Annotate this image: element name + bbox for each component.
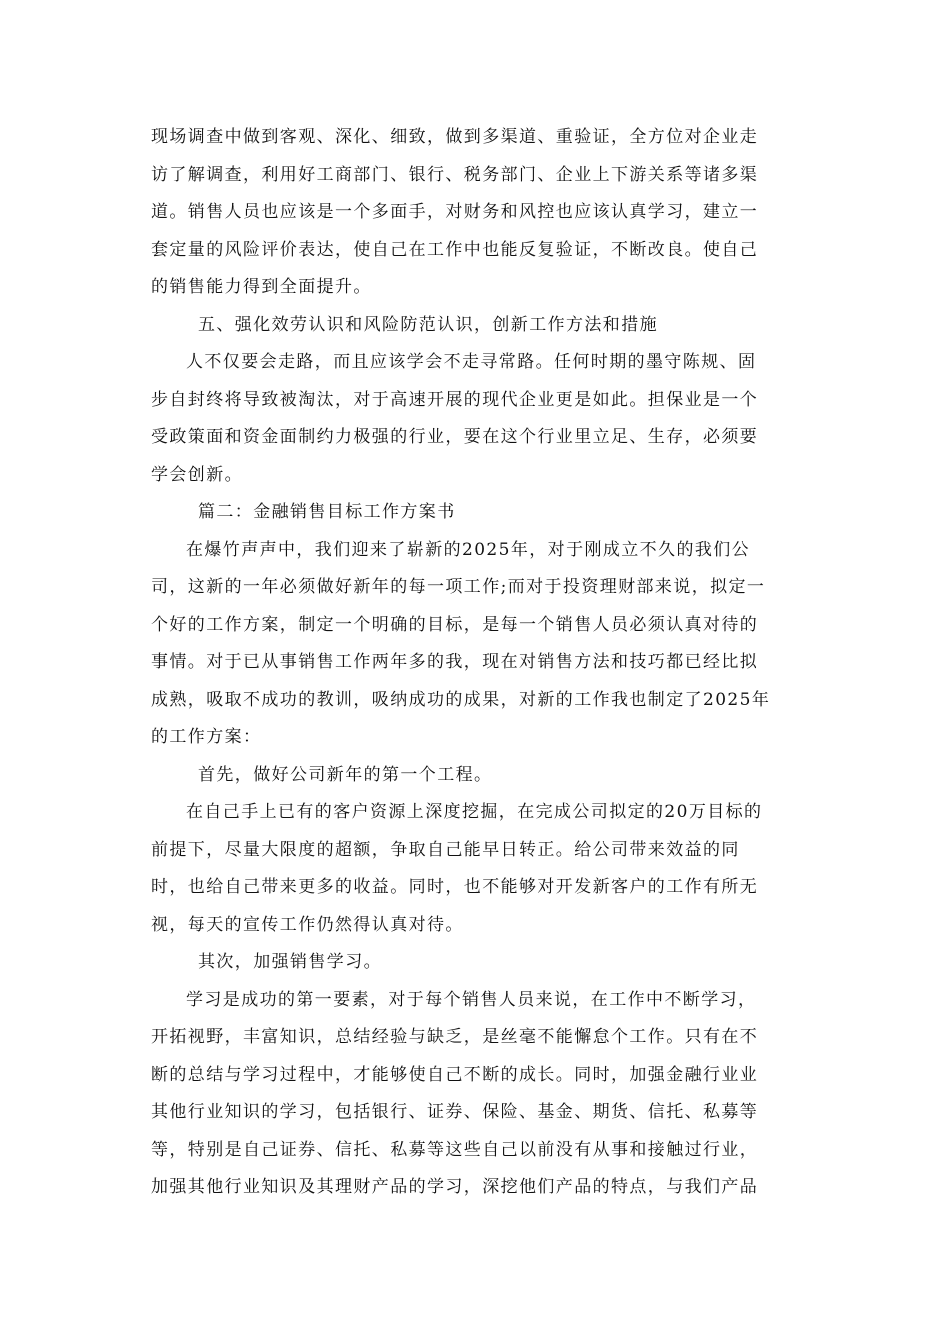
body-text-line: 在自己手上已有的客户资源上深度挖掘，在完成公司拟定的20万目标的 [186, 802, 763, 822]
body-text-line: 现场调查中做到客观、深化、细致，做到多渠道、重验证，全方位对企业走 [151, 127, 759, 147]
section-heading: 篇二：金融销售目标工作方案书 [198, 502, 456, 522]
body-text-line: 等，特别是自己证券、信托、私募等这些自己以前没有从事和接触过行业， [151, 1140, 759, 1160]
body-text-line: 学习是成功的第一要素，对于每个销售人员来说，在工作中不断学习， [186, 990, 757, 1010]
body-text-line: 时，也给自己带来更多的收益。同时，也不能够对开发新客户的工作有所无 [151, 877, 759, 897]
body-text-line: 道。销售人员也应该是一个多面手，对财务和风控也应该认真学习，建立一 [151, 202, 759, 222]
body-text-line: 其他行业知识的学习，包括银行、证券、保险、基金、期货、信托、私募等 [151, 1102, 759, 1122]
body-text-line: 步自封终将导致被淘汰，对于高速开展的现代企业更是如此。担保业是一个 [151, 390, 759, 410]
body-text-line: 的销售能力得到全面提升。 [151, 277, 372, 297]
body-text-line: 开拓视野，丰富知识，总结经验与缺乏，是丝毫不能懈怠个工作。只有在不 [151, 1027, 759, 1047]
body-text-line: 在爆竹声声中，我们迎来了崭新的2025年，对于刚成立不久的我们公 [186, 540, 751, 560]
section-heading: 首先，做好公司新年的第一个工程。 [198, 765, 493, 785]
body-text-line: 前提下，尽量大限度的超额，争取自己能早日转正。给公司带来效益的同 [151, 840, 740, 860]
body-text-line: 访了解调查，利用好工商部门、银行、税务部门、企业上下游关系等诸多渠 [151, 165, 759, 185]
body-text-line: 视，每天的宣传工作仍然得认真对待。 [151, 915, 464, 935]
body-text-line: 个好的工作方案，制定一个明确的目标，是每一个销售人员必须认真对待的 [151, 615, 759, 635]
body-text-line: 事情。对于已从事销售工作两年多的我，现在对销售方法和技巧都已经比拟 [151, 652, 759, 672]
body-text-line: 人不仅要会走路，而且应该学会不走寻常路。任何时期的墨守陈规、固 [186, 352, 757, 372]
body-text-line: 的工作方案： [151, 727, 262, 747]
body-text-line: 断的总结与学习过程中，才能够使自己不断的成长。同时，加强金融行业业 [151, 1065, 759, 1085]
body-text-line: 套定量的风险评价表达，使自己在工作中也能反复验证，不断改良。使自己 [151, 240, 759, 260]
body-text-line: 学会创新。 [151, 465, 243, 485]
section-heading: 其次，加强销售学习。 [198, 952, 382, 972]
body-text-line: 加强其他行业知识及其理财产品的学习，深挖他们产品的特点，与我们产品 [151, 1177, 759, 1197]
body-text-line: 司，这新的一年必须做好新年的每一项工作;而对于投资理财部来说，拟定一 [151, 577, 766, 597]
section-heading: 五、强化效劳认识和风险防范认识，创新工作方法和措施 [198, 315, 658, 335]
body-text-line: 受政策面和资金面制约力极强的行业，要在这个行业里立足、生存，必须要 [151, 427, 759, 447]
body-text-line: 成熟，吸取不成功的教训，吸纳成功的成果，对新的工作我也制定了2025年 [151, 690, 771, 710]
